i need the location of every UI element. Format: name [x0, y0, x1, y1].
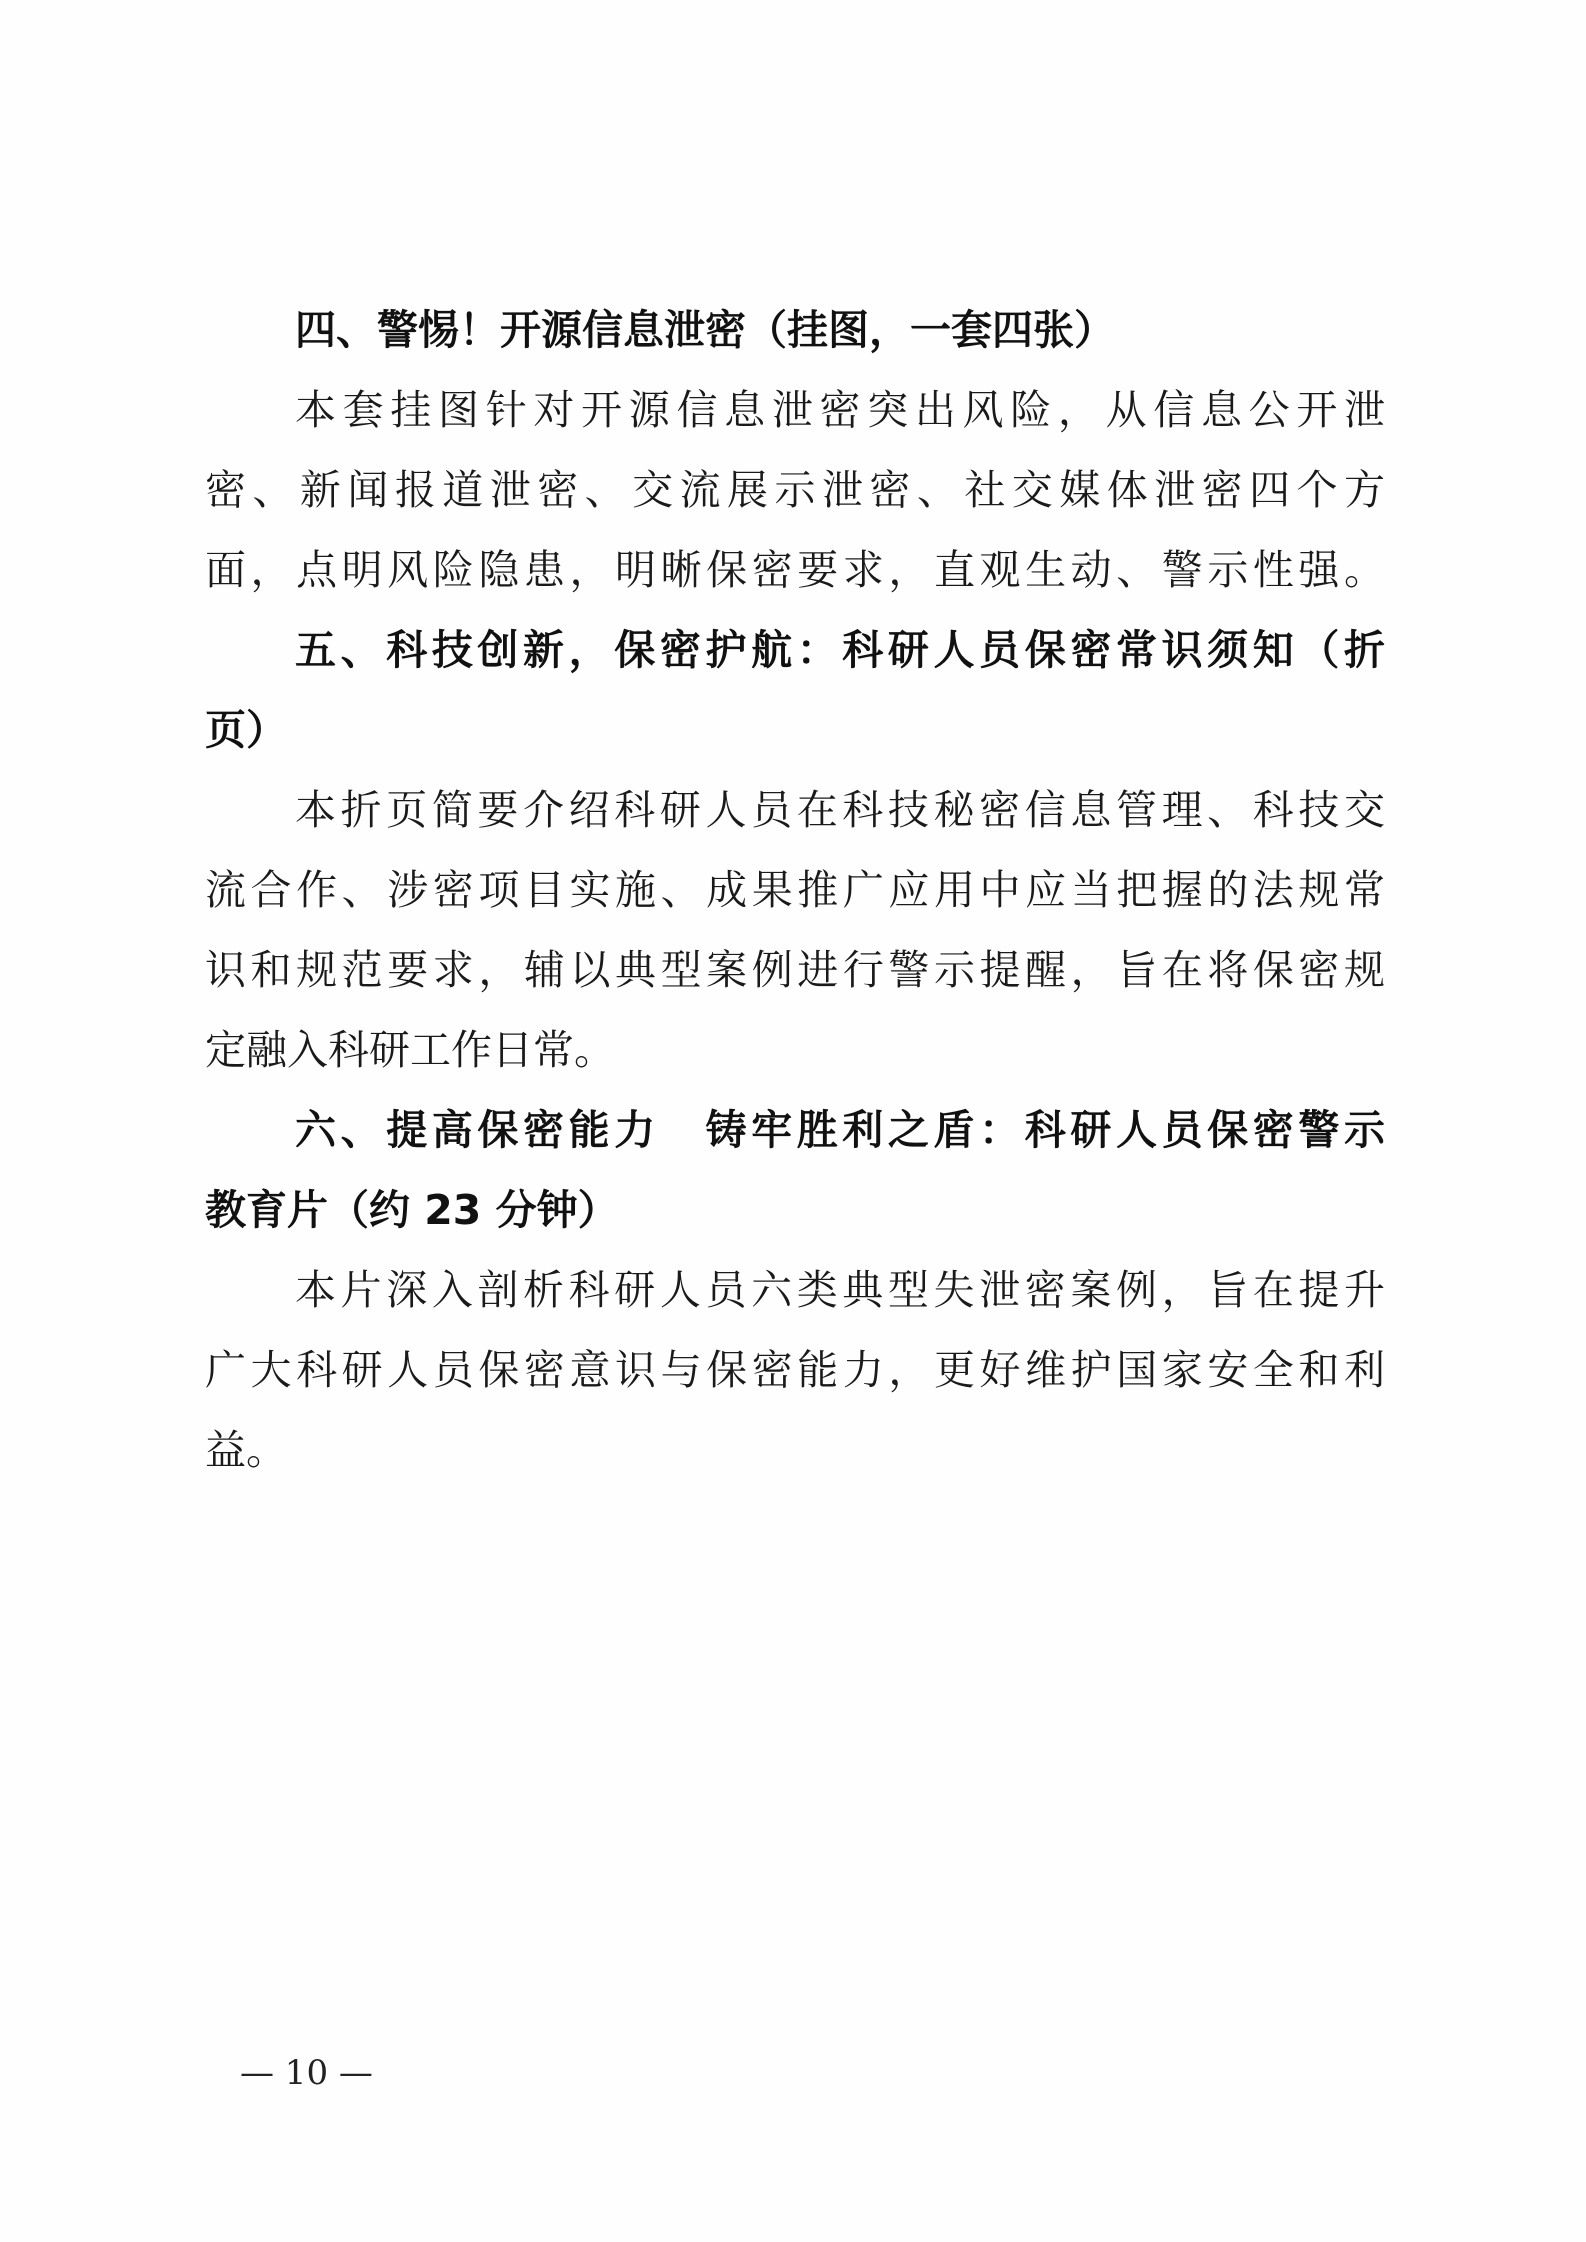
section-5-heading-line-1: 五、科技创新，保密护航：科研人员保密常识须知（折: [295, 626, 1385, 674]
section-6-body-line-2: 广大科研人员保密意识与保密能力，更好维护国家安全和利: [205, 1346, 1385, 1394]
section-4-body-line-1: 本套挂图针对开源信息泄密突出风险，从信息公开泄: [295, 386, 1385, 434]
section-5-body-line-1: 本折页简要介绍科研人员在科技秘密信息管理、科技交: [295, 786, 1385, 834]
section-5-body-line-3: 识和规范要求，辅以典型案例进行警示提醒，旨在将保密规: [205, 946, 1385, 994]
section-5-heading-line-2: 页）: [205, 706, 287, 754]
section-5-body-line-2: 流合作、涉密项目实施、成果推广应用中应当把握的法规常: [205, 866, 1385, 914]
section-6-heading-line-1: 六、提高保密能力 铸牢胜利之盾：科研人员保密警示: [295, 1106, 1385, 1154]
section-4-body-line-2: 密、新闻报道泄密、交流展示泄密、社交媒体泄密四个方: [205, 466, 1385, 514]
section-6-heading-line-2: 教育片（约 23 分钟）: [205, 1186, 619, 1234]
section-5-body-line-4: 定融入科研工作日常。: [205, 1026, 615, 1074]
section-4-heading: 四、警惕！开源信息泄密（挂图，一套四张）: [295, 306, 1115, 354]
section-4-body-line-3: 面，点明风险隐患，明晰保密要求，直观生动、警示性强。: [205, 546, 1385, 594]
section-6-body-line-1: 本片深入剖析科研人员六类典型失泄密案例，旨在提升: [295, 1266, 1385, 1314]
section-6-body-line-3: 益。: [205, 1426, 287, 1474]
page-number: — 10 —: [240, 2053, 373, 2093]
